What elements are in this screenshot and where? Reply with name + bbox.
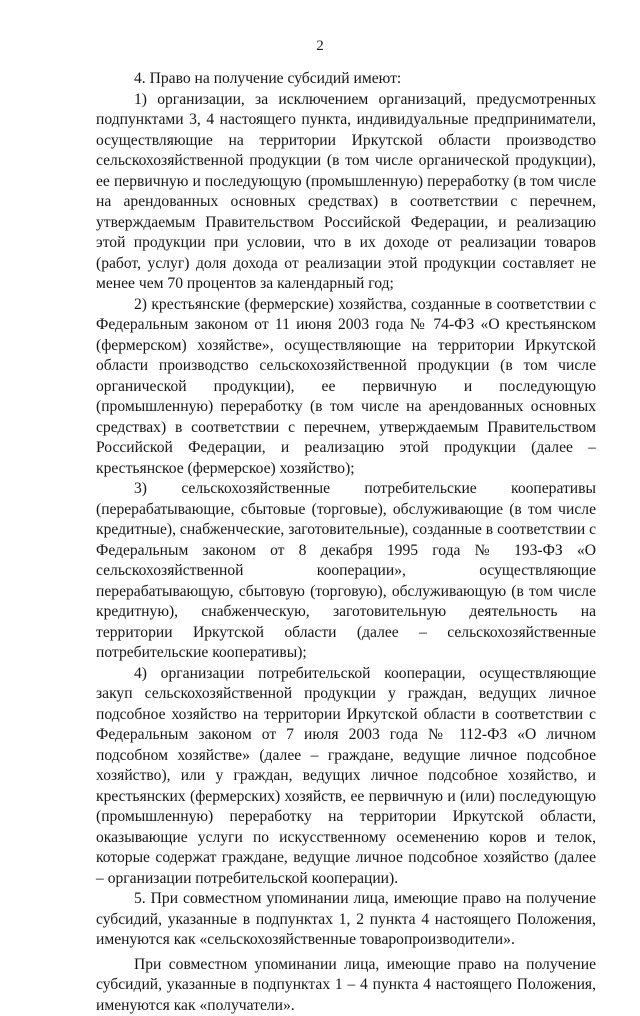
paragraph-item-4-heading: 4. Право на получение субсидий имеют: [96,69,596,90]
paragraph-subitem-3: 3) сельскохозяйственные потребительские кооперативы (перерабатывающие, сбытовые (торговые), обслуживающие (в том числе кредитные), снабженческие, заготовительные), созданные в соответствии с Федеральным законом от 8 декабря 1995 года № 193-ФЗ «О сельскохозяйственной кооперации», осуществляющие перерабатывающую, сбытовую (торговую), обслуживающую (в том числе кредитную), снабженческую, заготовительную деятельность на территории Иркутской области (далее – сельскохозяйственные потребительские кооперативы); [96,479,596,664]
paragraph-subitem-2: 2) крестьянские (фермерские) хозяйства, созданные в соответствии с Федеральным законом от 11 июня 2003 года № 74-ФЗ «О крестьянском (фермерском) хозяйстве», осуществляющие на территории Иркутской области производство сельскохозяйственной продукции (в том числе органической продукции), ее первичную и последующую (промышленную) переработку (в том числе на арендованных основных средствах) в соответствии с перечнем, утверждаемым Правительством Российской Федерации, и реализацию этой продукции (далее – крестьянское (фермерское) хозяйство); [96,295,596,480]
page-number: 2 [0,38,640,55]
paragraph-subitem-4: 4) организации потребительской кооперации, осуществляющие закуп сельскохозяйственной продукции у граждан, ведущих личное подсобное хозяйство на территории Иркутской области в соответствии с Федеральным законом от 7 июля 2003 года № 112-ФЗ «О личном подсобном хозяйстве» (далее – граждане, ведущие личное подсобное хозяйство), или у граждан, ведущих личное подсобное хозяйство, и крестьянских (фермерских) хозяйств, ее первичную и (или) последующую (промышленную) переработку на территории Иркутской области, оказывающие услуги по искусственному осеменению коров и телок, которые содержат граждане, ведущие личное подсобное хозяйство (далее – организации потребительской кооперации). [96,664,596,890]
document-body [96,69,596,1016]
paragraph-item-5-continuation: При совместном упоминании лица, имеющие право на получение субсидий, указанные в подпунктах 1 – 4 пункта 4 настоящего Положения, именуются как «получатели». [96,955,596,1016]
paragraph-item-5: 5. При совместном упоминании лица, имеющие право на получение субсидий, указанные в подпунктах 1, 2 пункта 4 настоящего Положения, именуются как «сельскохозяйственные товаропроизводители». [96,889,596,951]
paragraph-subitem-1: 1) организации, за исключением организаций, предусмотренных подпунктами 3, 4 настоящего пункта, индивидуальные предприниматели, осуществляющие на территории Иркутской области производство сельскохозяйственной продукции (в том числе органической продукции), ее первичную и последующую (промышленную) переработку (в том числе на арендованных основных средствах) в соответствии с перечнем, утверждаемым Правительством Российской Федерации, и реализацию этой продукции при условии, что в их доходе от реализации товаров (работ, услуг) доля дохода от реализации этой продукции составляет не менее чем 70 процентов за календарный год; [96,90,596,295]
